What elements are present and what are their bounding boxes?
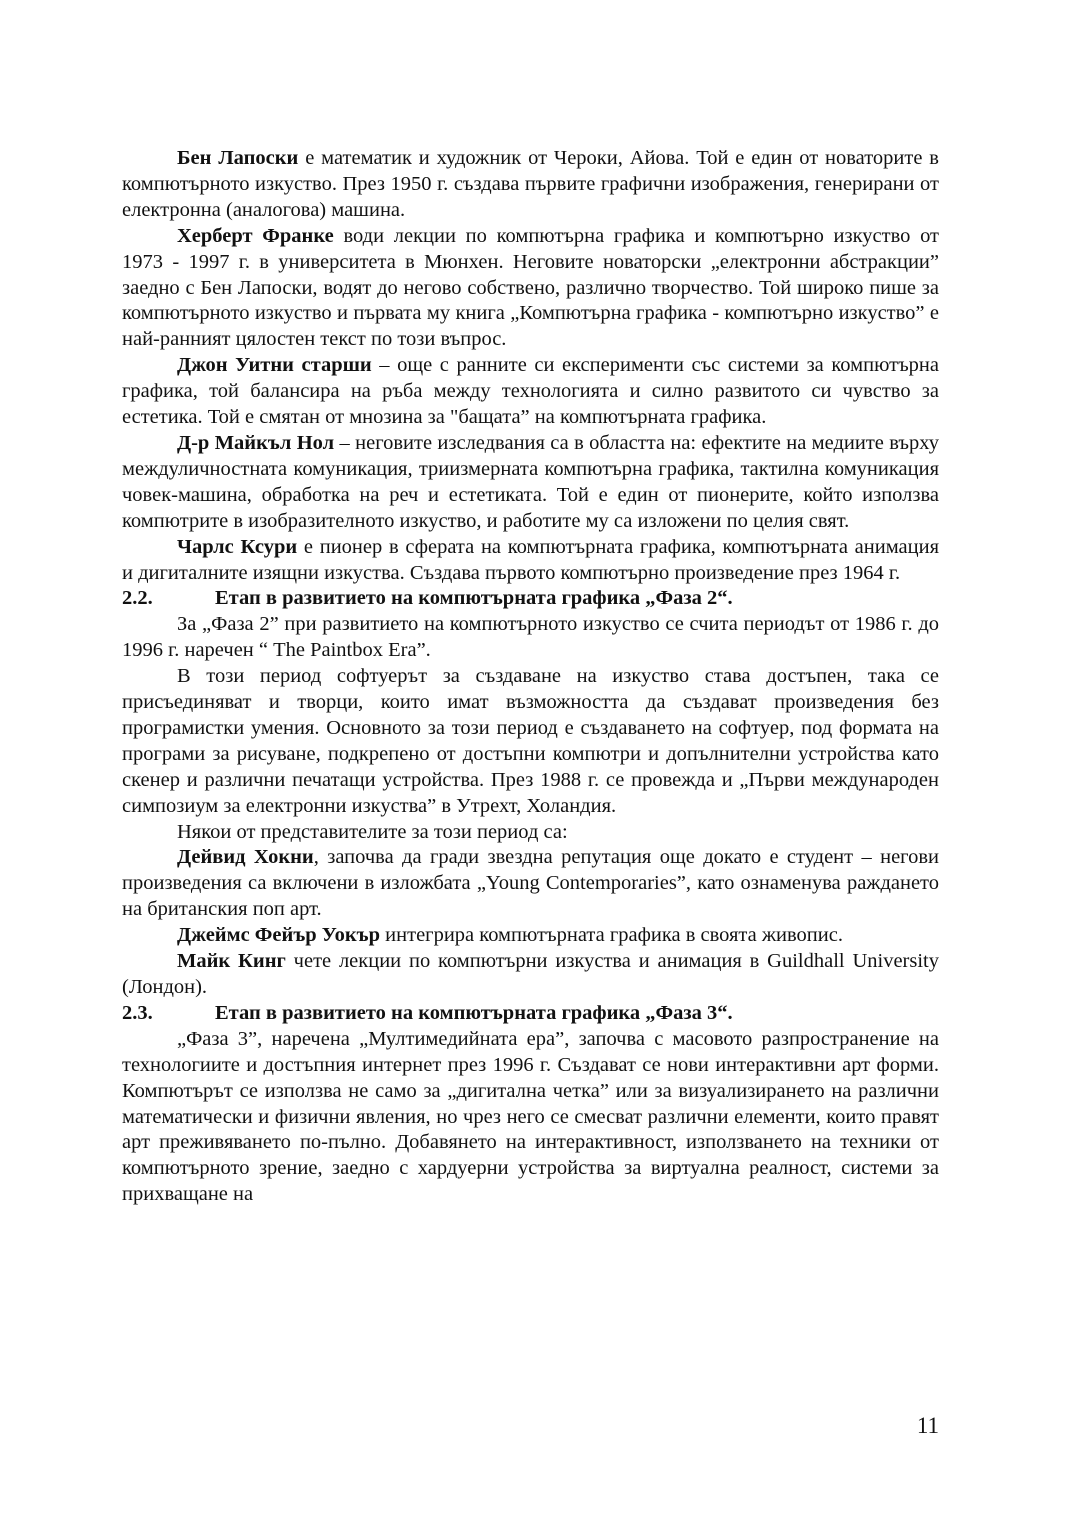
section-number: 2.2. — [122, 587, 153, 610]
paragraph-text: „Фаза 3”, наречена „Мултимедийната ера”, започва с масовото разпространение на технологиите и достъпния интернет през 1996 г. Създават се нови интерактивни арт форми. Компютърът се използва не само за „дигитална четка” или за визуализирането на различни математически и физични явления, но чрез него се смесват различни елементи, които правят арт преживяването по-пълно. Добавянето на интерактивност, използването на техники от компютърното зрение, заедно с хардуерни устройства за виртуална реалност, системи за прихващане на — [122, 1027, 939, 1206]
section-title: Етап в развитието на компютърната графика „Фаза 2“. — [215, 587, 733, 610]
person-name: Д-р Майкъл Нол — [177, 431, 335, 454]
person-name: Дейвид Хокни — [177, 846, 314, 869]
page-number: 11 — [916, 1413, 939, 1438]
paragraph-david-hockney — [122, 845, 939, 923]
paragraph-text: За „Фаза 2” при развитието на компютърното изкуство се счита периодът от 1986 г. до 1996 г. наречен “ The Paintbox Era”. — [122, 613, 939, 662]
person-name: Джон Уитни старши — [177, 354, 372, 377]
person-name: Майк Кинг — [177, 950, 286, 973]
paragraph-text: интегрира компютърната графика в своята живопис. — [380, 924, 843, 947]
paragraph-phase-2-software — [122, 664, 939, 819]
paragraph-phase-3-intro — [122, 1027, 939, 1208]
section-number: 2.3. — [122, 1001, 153, 1024]
paragraph-text: , започва да гради звездна репутация още докато е студент – негови произведения са включени в изложбата „Young Contemporaries”, като ознаменува раждането на британския поп арт. — [122, 846, 939, 921]
paragraph-ben-laposky — [122, 146, 939, 224]
paragraph-text: е математик и художник от Чероки, Айова. Той е един от новаторите в компютърното изкуство. През 1950 г. създава първите графични изображения, генерирани от електронна (аналогова) машина. — [122, 147, 939, 221]
paragraph-text: Някои от представителите за този период са: — [177, 820, 568, 843]
paragraph-text: чете лекции по компютърни изкуства и анимация в Guildhall University (Лондон). — [122, 950, 939, 998]
paragraph-text: – още с ранните си експерименти със системи за компютърна графика, той балансира на ръба между технологията и силно развитото си чувство за естетика. Той е смятан от мнозина за "бащата” на компютърната графика. — [122, 354, 939, 429]
paragraph-charles-csuri — [122, 535, 939, 587]
paragraph-john-whitney — [122, 353, 939, 431]
section-title: Етап в развитието на компютърната графика „Фаза 3“. — [215, 1001, 733, 1024]
paragraph-mike-king — [122, 949, 939, 1001]
paragraph-text: – неговите изследвания са в областта на: ефектите на медиите върху междуличностната комуникация, триизмерната компютърна графика, тактилна комуникация човек-машина, обработка на реч и естетиката. Той е един от пионерите, който използва компютрите в изобразителното изкуство, и работите му са изложени по целия свят. — [122, 431, 939, 532]
paragraph-representatives — [122, 820, 939, 846]
person-name: Джеймс Фейър Уокър — [177, 924, 381, 947]
paragraph-michael-noll — [122, 431, 939, 535]
section-heading-2-2 — [122, 586, 939, 612]
person-name: Херберт Франке — [177, 224, 334, 247]
person-name: Бен Лапоски — [177, 147, 299, 169]
paragraph-text: В този период софтуерът за създаване на изкуство става достъпен, така се присъединяват и творци, които имат възможността да създават произведения без програмистки умения. Основното за този период е създаването на софтуер, под формата на програми за рисуване, подкрепено от достъпни компютри и допълнителни устройства като скенер и различни печатащи устройства. През 1988 г. се провежда и „Първи международен симпозиум за електронни изкуства” в Утрехт, Холандия. — [122, 665, 939, 817]
paragraph-phase-2-intro — [122, 612, 939, 664]
page-body — [122, 146, 939, 1208]
person-name: Чарлс Ксури — [177, 535, 298, 558]
section-heading-2-3 — [122, 1001, 939, 1027]
paragraph-james-faure-walker — [122, 923, 939, 949]
paragraph-herbert-franke — [122, 224, 939, 354]
paragraph-text: е пионер в сферата на компютърната графика, компютърната анимация и дигиталните изящни изкуства. Създава първото компютърно произведение през 1964 г. — [122, 535, 939, 584]
paragraph-text: води лекции по компютърна графика и компютърно изкуство от 1973 - 1997 г. в университета в Мюнхен. Неговите новаторски „електронни абстракции” заедно с Бен Лапоски, водят до негово собствено, различно творчество. Той широко пише за компютърното изкуство и първата му книга „Компютърна графика - компютърно изкуство” е най-ранният цялостен текст по този въпрос. — [122, 224, 940, 351]
